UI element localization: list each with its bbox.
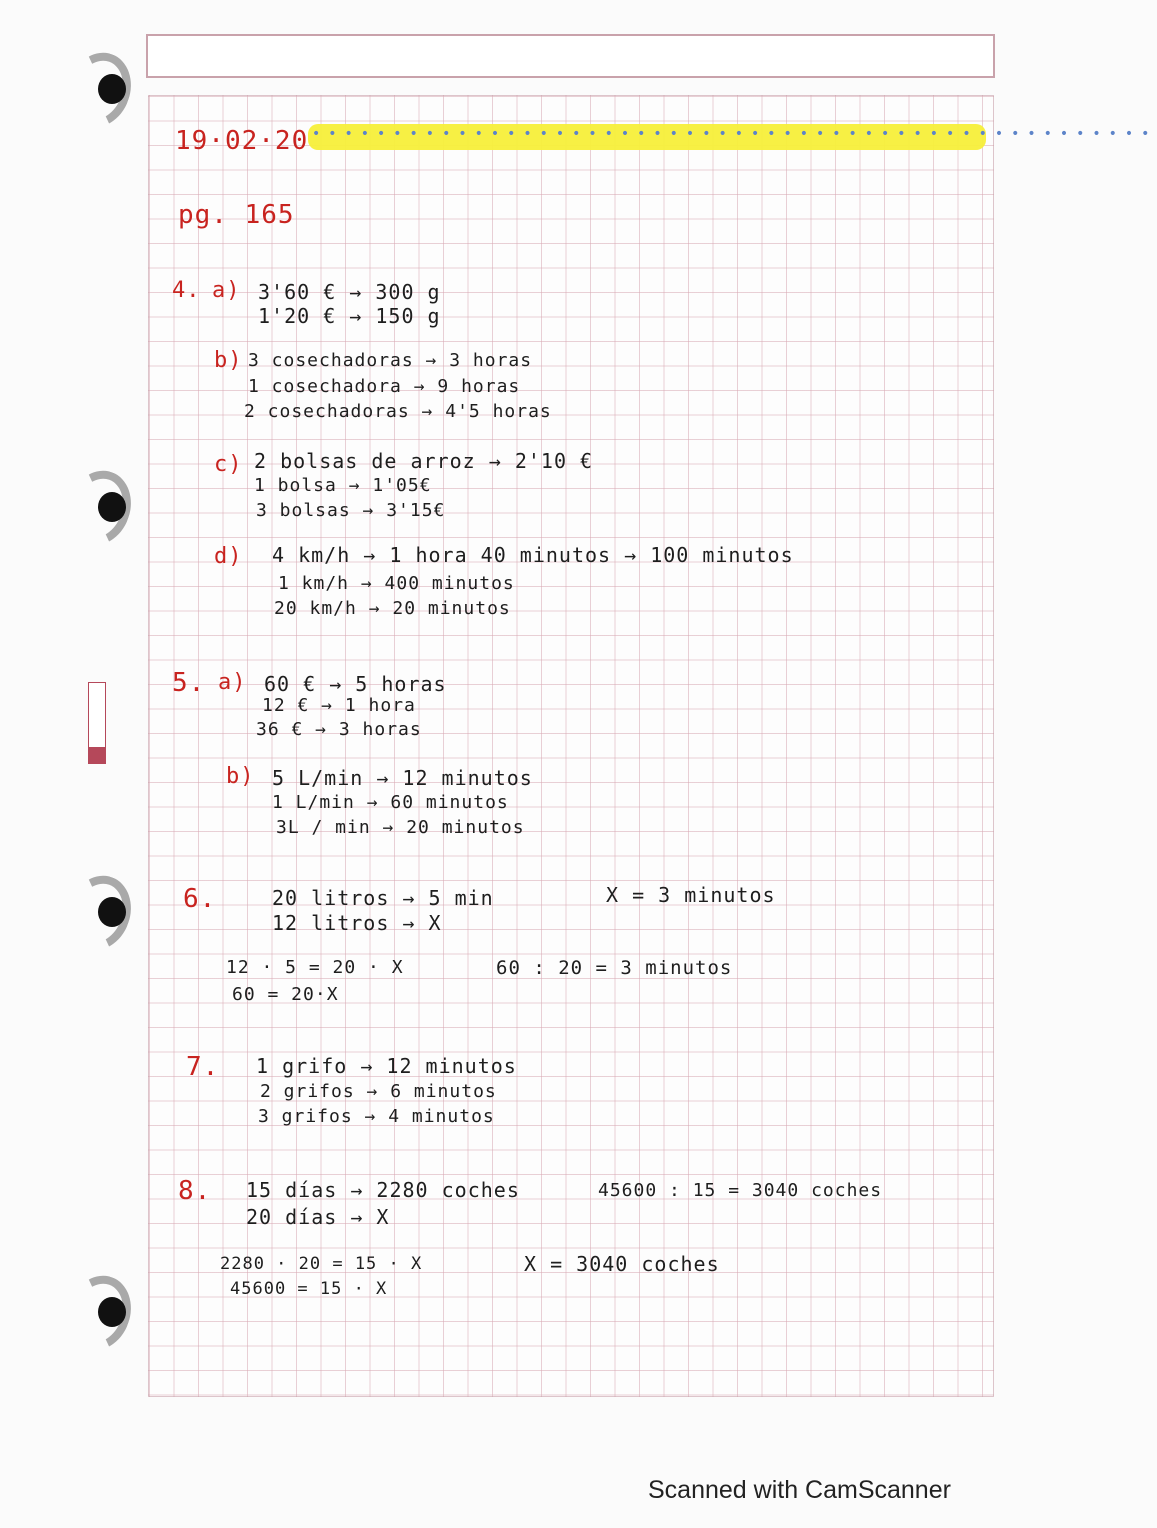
calc-line: 45600 = 15 · X [230,1279,388,1299]
line: 36 € → 3 horas [256,719,422,740]
sub-label: b) [226,764,255,789]
line: 3L / min → 20 minutos [276,817,525,838]
line: 3 bolsas → 3'15€ [256,500,446,521]
line: 12 litros → X [272,911,442,935]
sub-label: b) [214,348,243,373]
binder-ring-icon [64,470,128,540]
binder-ring-icon [64,1275,128,1345]
binder-ring-icon [64,875,128,945]
sub-label: a) [212,278,241,303]
line: 1'20 € → 150 g [258,304,441,328]
line: 20 días → X [246,1205,390,1229]
date: 19·02·20 [175,126,309,156]
calc-line: 2280 · 20 = 15 · X [220,1254,423,1274]
line: 1 cosechadora → 9 horas [248,376,521,397]
line: 1 bolsa → 1'05€ [254,475,432,496]
exercise-number: 6. [183,884,217,914]
sub-label: c) [214,452,243,477]
binder-ring-icon [64,52,128,122]
line: 1 grifo → 12 minutos [256,1054,517,1078]
exercise-number: 7. [186,1052,220,1082]
line: 2 cosechadoras → 4'5 horas [244,401,552,422]
exercise-number: 4. [172,278,201,303]
line: 2 bolsas de arroz → 2'10 € [254,449,594,473]
header-box [146,34,995,78]
exercise-number: 5. [172,668,206,698]
line: 3 cosechadoras → 3 horas [248,350,533,371]
sub-label: d) [214,544,243,569]
exercise-number: 8. [178,1176,212,1206]
page-reference: pg. 165 [178,200,295,230]
line: 1 L/min → 60 minutos [272,792,509,813]
division: 60 : 20 = 3 minutos [496,957,733,979]
line: 12 € → 1 hora [262,695,416,716]
line: 20 litros → 5 min [272,886,494,910]
scanner-watermark: Scanned with CamScanner [648,1476,951,1504]
line: 20 km/h → 20 minutos [274,598,511,619]
line: 5 L/min → 12 minutos [272,766,533,790]
line: 60 € → 5 horas [264,672,447,696]
dotted-line: •••••••••••••••••••••••••••••••••••••••••••••••••••• [312,126,1157,142]
result: X = 3 minutos [606,883,776,907]
calc-line: 12 · 5 = 20 · X [226,957,404,978]
calc-line: 60 = 20·X [232,984,339,1005]
line: 2 grifos → 6 minutos [260,1081,497,1102]
line: 3 grifos → 4 minutos [258,1106,495,1127]
line: 3'60 € → 300 g [258,280,441,304]
sub-label: a) [218,670,247,695]
result: X = 3040 coches [524,1252,720,1276]
line: 15 días → 2280 coches [246,1178,520,1202]
brand-logo [88,682,106,764]
division: 45600 : 15 = 3040 coches [598,1180,883,1201]
line: 1 km/h → 400 minutos [278,573,515,594]
line: 4 km/h → 1 hora 40 minutos → 100 minutos [272,543,794,567]
